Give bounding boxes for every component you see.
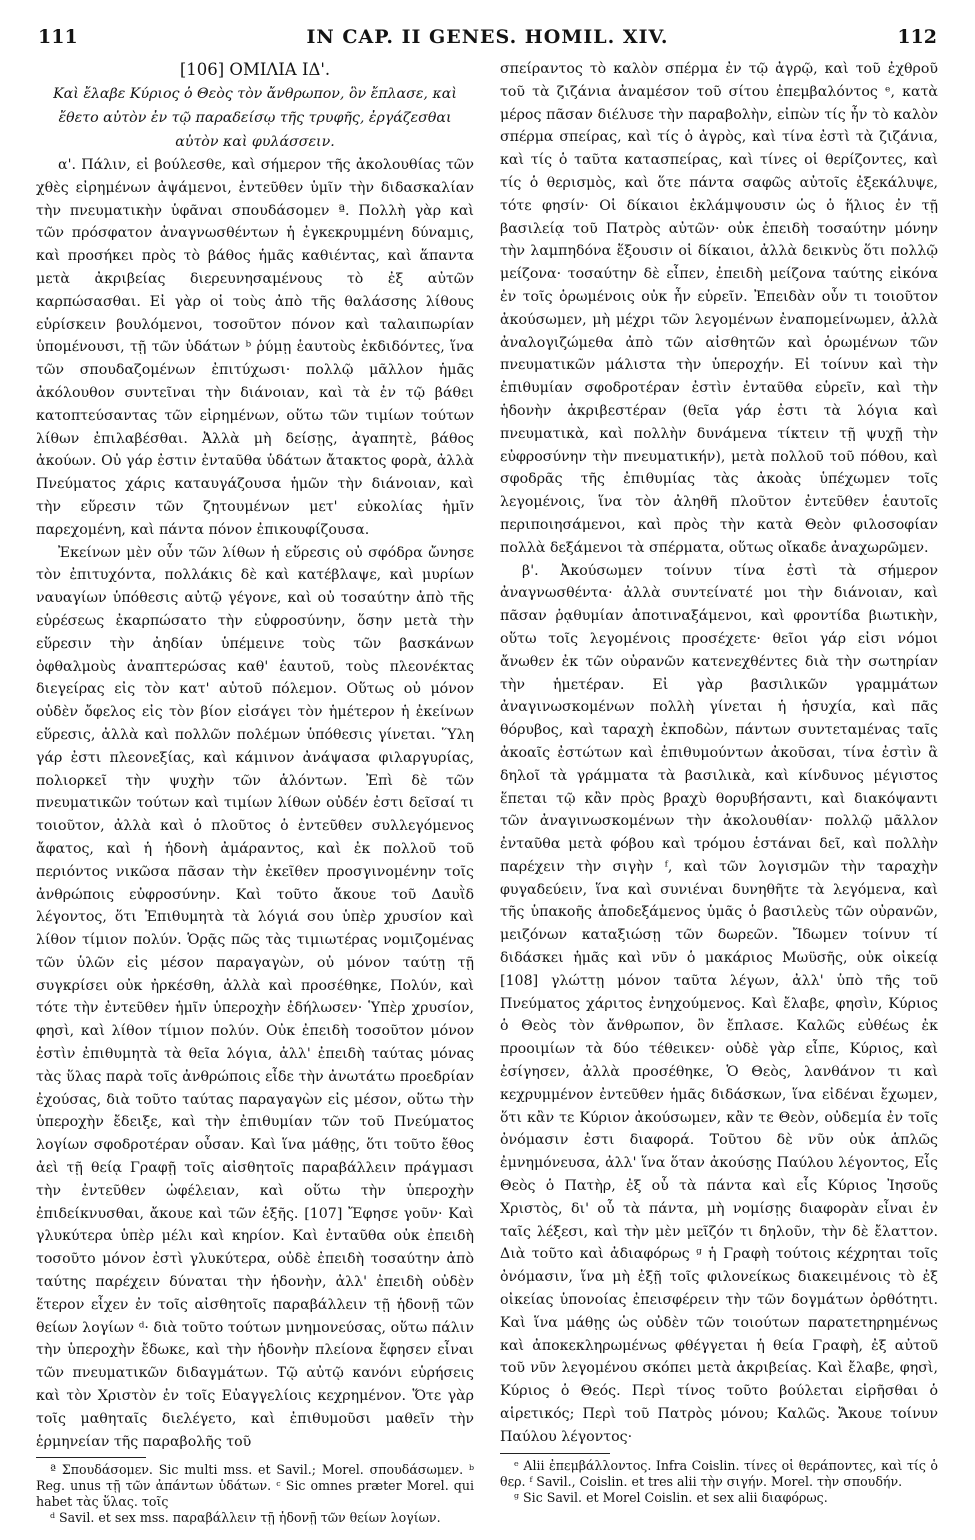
running-header: IN CAP. II GENES. HOMIL. XIV. [306,26,669,48]
scripture-lemma: Καὶ ἔλαβε Κύριος ὁ Θεὸς τὸν ἄνθρωπον, ὃν ἔπλασε, καὶ ἔθετο αὐτὸν ἐν τῷ παραδείσῳ τῆς τρυφῆς, ἐργάζεσθαι αὐτὸν καὶ φυλάσσειν. [53,86,457,150]
footnote: ᵉ Alii ἐπεμβάλλοντος. Infra Coislin. τίνες οἱ θεράποντες, καὶ τίς ὁ θερ. ᶠ Savil., Coislin. et tres alii τὴν σιγήν. Morel. τὴν σπουδήν. [500,1457,938,1489]
footnote-rule [36,1457,146,1458]
footnote: ᵍ Sic Savil. et Morel Coislin. et sex alii διαφόρως. [514,1489,828,1505]
paragraph: α'. Πάλιν, εἰ βούλεσθε, καὶ σήμερον τῆς ἀκολουθίας τῶν χθὲς εἰρημένων ἀψάμενοι, ἐντεῦθεν ὑμῖν τὴν διδασκαλίαν τὴν πνευματικὴν ὑφᾶναι σπουδάσομεν ª. Πολλὴ γὰρ καὶ τῶν πρόσφατον ἀναγνωσθέντων ἡ ἐγκεκρυμμένη δύναμις, καὶ προσήκει πρὸς τὸ βάθος ἡμᾶς καθιέντας, καὶ ἅπαντα μετὰ ἀκριβείας διερευνησαμένους τὸ ἐξ αὐτῶν καρπώσασθαι. Εἰ γὰρ οἱ τοὺς ἀπὸ τῆς θαλάσσης λίθους εὑρίσκειν βουλόμενοι, τοσοῦτον πόνον καὶ ταλαιπωρίαν ὑπομένουσι, τῇ τῶν ὑδάτων ᵇ ῥύμῃ ἑαυτοὺς ἐκδιδόντες, ἵνα τῶν σπουδαζομένων ἐπιτύχωσι· πολλῷ μᾶλλον ἡμᾶς ἀκόλουθον συντεῖναι τὴν διάνοιαν, καὶ τὰ ἐν τῷ βάθει κατοπτεύσαντας τῶν εἰρημένων, οὕτω τῶν τιμίων τούτων λίθων ἐπιλαβέσθαι. Ἀλλὰ μὴ δείσῃς, ἀγαπητὲ, βάθος ἀκούων. Οὐ γάρ ἐστιν ἐνταῦθα ὑδάτων ἄτακτος φορὰ, ἀλλὰ Πνεύματος χάρις καταυγάζουσα ἡμῶν τὴν διάνοιαν, καὶ τὴν εὕρεσιν τῶν ζητουμένων μετ' εὐκολίας ἡμῖν παρεχομένη, καὶ πάντα πόνον ἐπικουφίζουσα. [36,157,474,538]
right-column [500,58,938,1506]
footnote: ª Σπουδάσομεν. Sic multi mss. et Savil.; Morel. σπουδάσωμεν. ᵇ Reg. unus τῇ τῶν ἀπάντων ὑδάτων. ᶜ Sic omnes præter Morel. qui habet τὰς ὕλας. τοῖς [36,1462,474,1510]
page-number-left: 111 [38,26,78,48]
paragraph: σπείραντος τὸ καλὸν σπέρμα ἐν τῷ ἀγρῷ, καὶ τοῦ ἐχθροῦ τοῦ τὰ ζιζάνια ἀναμέσον τοῦ σίτου ἐπεμβαλόντος ᵉ, κατὰ μέρος πᾶσαν διέλυσε τὴν παραβολὴν, εἰπὼν τίς ἦν τὸ καλὸν σπέρμα σπείρας, καὶ τίς ὁ ἀγρὸς, καὶ τίνα ἐστὶ τὰ ζιζάνια, καὶ τίς ὁ ταῦτα κατασπείρας, καὶ τίνες οἱ θερίζοντες, καὶ τίς ὁ θερισμὸς, καὶ ὅτε πάντα σαφῶς αὐτοῖς ἐξεκάλυψε, τότε φησίν· Οἱ δίκαιοι ἐκλάμψουσιν ὡς ὁ ἥλιος ἐν τῇ βασιλείᾳ τοῦ Πατρὸς αὐτῶν· οὐκ ἐπειδὴ τοσαύτην μόνην τὴν λαμπηδόνα ἕξουσιν οἱ δίκαιοι, ἀλλὰ δεικνὺς ὅτι πολλῷ μείζονα· τοσαύτην δὲ εἶπεν, ἐπειδὴ μείζονα ταύτης εἰκόνα ἐν τοῖς ὁρωμένοις οὐκ ἦν εὑρεῖν. Ἐπειδὰν οὖν τι τοιοῦτον ἀκούσωμεν, μὴ μέχρι τῶν λεγομένων ἐναπομείνωμεν, ἀλλὰ ἀναλογιζώμεθα ἀπὸ τῶν αἰσθητῶν καὶ ὁρωμένων τῶν πνευματικῶν μάλιστα τὴν ὑπεροχήν. Εἰ τοίνυν καὶ τὴν ἐπιθυμίαν σφοδροτέραν ἐστὶν ἐνταῦθα εὑρεῖν, καὶ τὴν ἡδονὴν ἀκριβεστέραν (θεῖα γάρ ἐστι τὰ λόγια καὶ πνευματικὰ, καὶ πολλὴν δυνάμενα τίκτειν τῇ ψυχῇ τὴν εὐφροσύνην τὴν πνευματικήν), μετὰ πολλοῦ τοῦ πόθου, καὶ σφοδρᾶς τῆς ἐπιθυμίας τὰς ἀκοὰς ὑπέχωμεν τοῖς λεγομένοις, ἵνα τὸν ἀληθῆ πλοῦτον ἐντεῦθεν ἑαυτοῖς περιποιησάμενοι, καὶ πρὸς τὴν κατὰ Θεὸν φιλοσοφίαν πολλὰ δεξάμενοι τὰ σπέρματα, οὕτως οἴκαδε ἀναχωρῶμεν. [500,61,938,556]
page-number-right: 112 [897,26,937,48]
paragraph: Ἐκείνων μὲν οὖν τῶν λίθων ἡ εὕρεσις οὐ σφόδρα ὤνησε τὸν ἐπιτυχόντα, πολλάκις δὲ καὶ κατέβλαψε, καὶ μυρίων ναυαγίων ὑπόθεσις αὐτῷ γέγονε, καὶ οὐ τοσαύτην ἀπὸ τῆς εὑρέσεως ἐκαρπώσατο τὴν εὐφροσύνην, ὅσην μετὰ τὴν εὕρεσιν τὴν ἀηδίαν ὑπέμεινε τοὺς τῶν βασκάνων ὀφθαλμοὺς ἀναπτερώσας καθ' ἑαυτοῦ, τοὺς πλεονέκτας διεγείρας εἰς τὸν κατ' αὐτοῦ πόλεμον. Οὕτως οὐ μόνον οὐδὲν ὄφελος εἰς τὸν βίον εἰσάγει τὸν ἡμέτερον ἡ ἐκείνων εὕρεσις, ἀλλὰ καὶ πολλῶν πολέμων ὑπόθεσις γίνεται. Ὕλη γάρ ἐστι πλεονεξίας, καὶ κάμινον ἀνάψασα φιλαργυρίας, πολιορκεῖ τὴν ψυχὴν τῶν ἁλόντων. Ἐπὶ δὲ τῶν πνευματικῶν τούτων καὶ τιμίων λίθων οὐδέν ἐστι δεῖσαί τι τοιοῦτον, ἀλλὰ καὶ ὁ πλοῦτος ὁ ἐντεῦθεν συλλεγόμενος ἄφατος, καὶ ἡ ἡδονὴ ἀμάραντος, καὶ ἐκ πολλοῦ τοῦ περιόντος νικῶσα πᾶσαν τὴν ἐκεῖθεν προσγινομένην τοῖς ἀνθρώποις εὐφροσύνην. Καὶ τοῦτο ἄκουε τοῦ Δαυῒδ λέγοντος, ὅτι Ἐπιθυμητὰ τὰ λόγιά σου ὑπὲρ χρυσίον καὶ λίθον τίμιον πολύν. Ὁρᾷς πῶς τὰς τιμιωτέρας νομιζομένας τῶν ὑλῶν εἰς μέσον παραγαγὼν, οὐ μόνον ταύτῃ τῇ συγκρίσει οὐκ ἠρκέσθη, ἀλλὰ καὶ προσέθηκε, Πολύν, καὶ τότε τὴν ἐντεῦθεν ἡμῖν ὑπεροχὴν ἐδήλωσεν· Ὑπὲρ χρυσίον, φησὶ, καὶ λίθον τίμιον πολύν. Οὐκ ἐπειδὴ τοσοῦτον μόνον ἐστὶν ἐπιθυμητὰ τὰ θεῖα λόγια, ἀλλ' ἐπειδὴ ταύτας μόνας τὰς ὕλας παρὰ τοῖς ἀνθρώποις εἶδε τὴν ἀνωτάτω προεδρίαν ἐχούσας, διὰ τοῦτο ταύτας παραγαγὼν εἰς μέσον, οὕτω τὴν ὑπεροχὴν ἔδειξε, καὶ τὴν ἐπιθυμίαν τῶν τοῦ Πνεύματος λογίων σφοδροτέραν οὖσαν. Καὶ ἵνα μάθῃς, ὅτι τοῦτο ἔθος ἀεὶ τῇ θείᾳ Γραφῇ τοῖς αἰσθητοῖς παραβάλλειν πράγμασι τὴν ἐντεῦθεν ὠφέλειαν, καὶ οὕτω τὴν ὑπεροχὴν ἐπιδείκνυσθαι, ἄκουε καὶ τῶν ἑξῆς. [107] Ἔφησε γοῦν· Καὶ γλυκύτερα ὑπὲρ μέλι καὶ κηρίον. Καὶ ἐνταῦθα οὐκ ἐπειδὴ τοσοῦτο μόνον ἐστὶ γλυκύτερα, οὐδὲ ἐπειδὴ τοσαύτην ἀπὸ ταύτης παρέχειν δύναται τὴν ἡδονὴν, ἀλλ' ἐπειδὴ οὐδὲν ἕτερον εἶχεν ἐν τοῖς αἰσθητοῖς παραβάλλειν τῇ ἡδονῇ τῶν θείων λογίων ᵈ· διὰ τοῦτο τούτων μνημονεύσας, οὕτω πάλιν τὴν ὑπεροχὴν ἔδωκε, καὶ τὴν ἡδονὴν πλείονα ἔφησεν εἶναι τῶν πνευματικῶν διδαγμάτων. Τῷ αὐτῷ κανόνι εὑρήσεις καὶ τὸν Χριστὸν ἐν τοῖς Εὐαγγελίοις κεχρημένον. Ὅτε γὰρ τοῖς μαθηταῖς διελέγετο, καὶ ἐπιθυμοῦσι μαθεῖν τὴν ἑρμηνείαν τῆς παραβολῆς τοῦ [36,544,474,1450]
footnote-rule [500,1453,610,1454]
paragraph: β'. Ἀκούσωμεν τοίνυν τίνα ἐστὶ τὰ σήμερον ἀναγνωσθέντα· ἀλλὰ συντείνατέ μοι τὴν διάνοιαν, καὶ πᾶσαν ῥᾳθυμίαν ἀποτιναξάμενοι, καὶ φροντίδα βιωτικὴν, οὕτω τοῖς λεγομένοις προσέχετε· θεῖοι γάρ εἰσι νόμοι ἄνωθεν ἐκ τῶν οὐρανῶν κατενεχθέντες διὰ τὴν σωτηρίαν τὴν ἡμετέραν. Εἰ γὰρ βασιλικῶν γραμμάτων ἀναγινωσκομένων πολλὴ γίνεται ἡ ἡσυχία, καὶ πᾶς θόρυβος, καὶ ταραχὴ ἐκποδὼν, πάντων συντεταμένας ταῖς ἀκοαῖς ἐστώτων καὶ ἐπιθυμούντων ἀκοῦσαι, τίνα ἐστὶν ἃ δηλοῖ τὰ γράμματα τὰ βασιλικὰ, καὶ κίνδυνος μέγιστος ἕπεται τῷ κἂν πρὸς βραχὺ θορυβήσαντι, καὶ διακόψαντι τῶν ἀναγινωσκομένων τὴν ἀκολουθίαν· πολλῷ μᾶλλον ἐνταῦθα μετὰ φόβου καὶ τρόμου ἑστάναι δεῖ, καὶ πολλὴν παρέχειν τὴν σιγὴν ᶠ, καὶ τῶν λογισμῶν τὴν ταραχὴν φυγαδεύειν, ἵνα καὶ συνιέναι δυνηθῆτε τὰ λεγόμενα, καὶ τῆς ὑπακοῆς ἀποδεξάμενος ὑμᾶς ὁ βασιλεὺς τῶν οὐρανῶν, μειζόνων καταξιώσῃ τῶν δωρεῶν. Ἴδωμεν τοίνυν τί διδάσκει ἡμᾶς καὶ νῦν ὁ μακάριος Μωϋσῆς, οὐκ οἰκείᾳ [108] γλώττῃ μόνον ταῦτα λέγων, ἀλλ' ὑπὸ τῆς τοῦ Πνεύματος χάριτος ἐνηχούμενος. Καὶ ἔλαβε, φησὶν, Κύριος ὁ Θεὸς τὸν ἄνθρωπον, ὃν ἔπλασε. Καλῶς εὐθέως ἐκ προοιμίων τὰ δύο τέθεικεν· οὐδὲ γὰρ εἶπε, Κύριος, καὶ ἐσίγησεν, ἀλλὰ προσέθηκε, Ὁ Θεὸς, λανθάνον τι καὶ κεχρυμμένον ἐντεῦθεν ἡμᾶς διδάσκων, ἵνα εἰδέναι ἔχωμεν, ὅτι κἂν τε Κύριον ἀκούσωμεν, κἂν τε Θεὸν, οὐδεμία ἐν τοῖς ὀνόμασιν ἐστι διαφορά. Τοῦτου δὲ νῦν οὐκ ἁπλῶς ἐμνημόνευσα, ἀλλ' ἵνα ὅταν ἀκούσῃς Παύλου λέγοντος, Εἷς Θεὸς ὁ Πατὴρ, ἐξ οὗ τὰ πάντα καὶ εἷς Κύριος Ἰησοῦς Χριστὸς, δι' οὗ τὰ πάντα, μὴ νομίσῃς διαφορὰν εἶναι ἐν ταῖς λέξεσι, καὶ τὴν μὲν μεῖζόν τι δηλοῦν, τὴν δὲ ἔλαττον. Διὰ τοῦτο καὶ ἀδιαφόρως ᵍ ἡ Γραφὴ τούτοις κέχρηται τοῖς ὀνόμασιν, ἵνα μὴ ἐξῇ τοῖς φιλονείκως διακειμένοις τὸ ἐξ οἰκείας ὑπονοίας ἐπεισφέρειν τὴν τῶν δογμάτων ὀρθότητι. Καὶ ἵνα μάθῃς ὡς οὐδὲν τῶν τοιούτων παρατετηρημένως καὶ ἀποκεκληρωμένως φθέγγεται ἡ θεία Γραφὴ, ἐξ αὐτοῦ τοῦ νῦν λεγομένου σκόπει μετὰ ἀκριβείας. Καὶ ἔλαβε, φησὶ, Κύριος ὁ Θεός. Περὶ τίνος τοῦτο βούλεται εἰρῆσθαι ὁ αἱρετικός; Περὶ τοῦ Πατρὸς μόνου; Καλῶς. Ἄκουε τοίνυν Παύλου λέγοντος· [500,562,938,1445]
footnote: ᵈ Savil. et sex mss. παραβάλλειν τῇ ἡδονῇ τῶν θείων λογίων. [50,1510,441,1526]
footnotes-left [36,1462,474,1526]
left-column [36,58,474,1526]
homily-title: [106] ΟΜΙΛΙΑ ΙΔ'. [179,60,331,79]
footnotes-right [500,1458,938,1506]
